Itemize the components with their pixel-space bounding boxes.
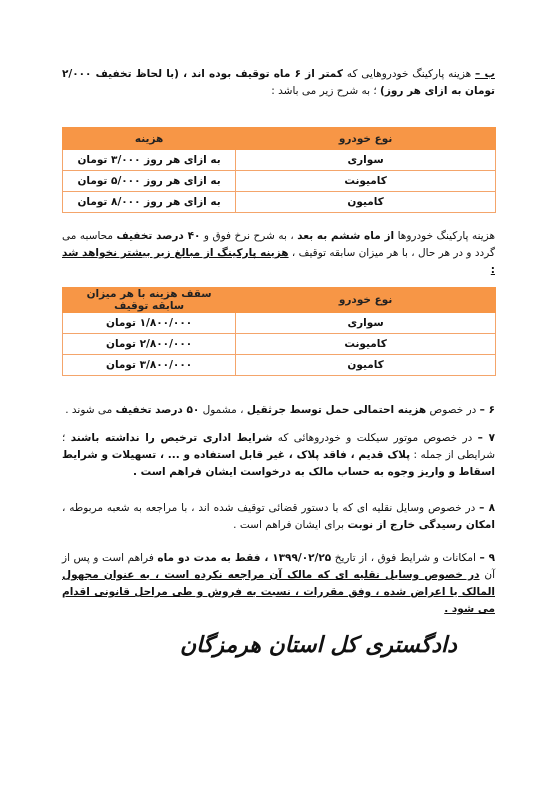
item-text: امکانات و شرایط فوق ، از تاریخ	[331, 552, 480, 564]
table-row	[63, 334, 496, 355]
table-row	[63, 171, 496, 192]
mid-text: هزینه پارکینگ خودروها	[394, 230, 495, 242]
table-row	[63, 150, 496, 171]
mid-paragraph	[62, 228, 495, 279]
table-cell: ۱/۸۰۰/۰۰۰ تومان	[63, 313, 236, 334]
item-bold-underlined: در خصوص وسایل نقلیه ای که مالک آن مراجعه نکرده است ، به عنوان مجهول المالک یا اعراض شده ، وفق مقررات ، نسبت به فروش و طی مراحل قانونی اقدام می شود .	[62, 569, 495, 615]
item-number: ۷ –	[477, 432, 495, 444]
mid-bold: ۴۰ درصد تخفیف	[116, 230, 201, 242]
section-b-label: ب –	[475, 68, 495, 80]
item-7-paragraph	[62, 430, 495, 481]
item-bold: ۱۳۹۹/۰۲/۲۵ ، فقط به مدت دو ماه	[157, 552, 332, 564]
table-header-cell: نوع خودرو	[236, 288, 496, 313]
table-header-row	[63, 128, 496, 150]
item-number: ۹ –	[479, 552, 495, 564]
table-row	[63, 355, 496, 376]
item-bold: ۵۰ درصد تخفیف	[115, 404, 200, 416]
mid-text: محاسبه می گردد و در هر حال ، با هر میزان سابقه توقیف ،	[62, 230, 495, 259]
item-number: ۶ –	[479, 404, 495, 416]
mid-text: ، به شرح نرخ فوق و	[200, 230, 298, 242]
section-b-paragraph	[62, 66, 495, 100]
table-cell: کامیونت	[236, 334, 496, 355]
signature: دادگستری کل استان هرمزگان	[180, 632, 457, 658]
section-b-text: هزینه پارکینگ خودروهایی که	[342, 68, 476, 80]
table-cell: ۲/۸۰۰/۰۰۰ تومان	[63, 334, 236, 355]
item-bold: هزینه احتمالی حمل توسط جرثقیل	[246, 404, 427, 416]
item-text: در خصوص وسایل نقلیه ای که با دستور قضائی توقیف شده اند ، با مراجعه به شعبه مربوطه ،	[62, 502, 480, 514]
mid-bold-underlined: هزینه پارکینگ از مبالغ زیر بیشتر نخواهد شد :	[62, 247, 495, 276]
table-cell: سواری	[236, 150, 496, 171]
item-text: در خصوص موتور سیکلت و خودروهائی که	[272, 432, 478, 444]
item-text: فراهم است و پس از آن	[62, 552, 496, 581]
item-text: می شوند .	[65, 404, 116, 416]
table-cell: کامیون	[236, 192, 496, 213]
table-cell: به ازای هر روز ۸/۰۰۰ تومان	[63, 192, 236, 213]
item-number: ۸ –	[479, 502, 496, 514]
table-cell: کامیونت	[236, 171, 496, 192]
table-cell: سواری	[236, 313, 496, 334]
section-b-bold: کمتر از ۶ ماه توقیف بوده اند ، (با لحاظ تخفیف ۲/۰۰۰ تومان به ازای هر روز)	[62, 68, 495, 97]
section-b-tail: ؛ به شرح زیر می باشد :	[271, 85, 381, 97]
table-cell: ۳/۸۰۰/۰۰۰ تومان	[63, 355, 236, 376]
table-cell: کامیون	[236, 355, 496, 376]
item-text: برای ایشان فراهم است .	[233, 519, 348, 531]
item-text: ؛ شرایطی از جمله :	[62, 432, 495, 461]
mid-bold: از ماه ششم به بعد	[297, 230, 395, 242]
item-text: در خصوص	[426, 404, 480, 416]
item-bold: پلاک قدیم ، فاقد پلاک ، غیر قابل استفاده و ... ، تسهیلات و شرایط اسقاط و واریز وجوه به حساب مالک به درخواست ایشان فراهم است .	[62, 449, 495, 478]
parking-cap-table	[62, 287, 496, 376]
table-header-cell: سقف هزینه با هر میزان سابقه توقیف	[63, 288, 236, 313]
table-row	[63, 192, 496, 213]
item-bold: شرایط اداری ترخیص را نداشته باشند	[70, 432, 273, 444]
item-text: ، مشمول	[199, 404, 247, 416]
table-header-row	[63, 288, 496, 313]
table-header-cell: نوع خودرو	[236, 128, 496, 150]
item-9-paragraph	[62, 550, 495, 618]
table-header-cell: هزینه	[63, 128, 236, 150]
table-cell: به ازای هر روز ۵/۰۰۰ تومان	[63, 171, 236, 192]
parking-cost-table	[62, 127, 496, 213]
item-bold: امکان رسیدگی خارج از نوبت	[347, 519, 495, 531]
table-cell: به ازای هر روز ۳/۰۰۰ تومان	[63, 150, 236, 171]
table-row	[63, 313, 496, 334]
item-8-paragraph	[62, 500, 495, 534]
item-6-paragraph	[62, 402, 495, 419]
